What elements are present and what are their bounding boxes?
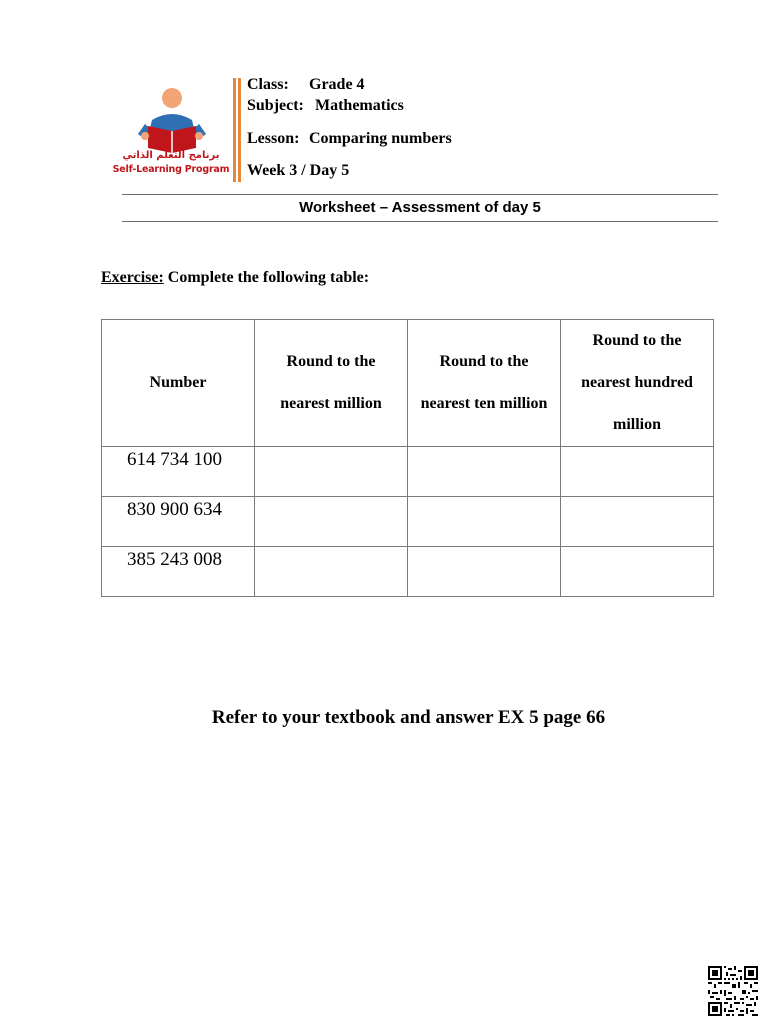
header-line: Round to the: [592, 332, 682, 349]
header-nearest-hundred-million: [561, 320, 714, 447]
week-day: Week 3 / Day 5: [247, 162, 350, 179]
header-line: Round to the: [286, 353, 376, 370]
exercise-instruction: Complete the following table:: [167, 269, 370, 286]
table-row: [102, 497, 714, 547]
header-line: nearest hundred: [581, 374, 693, 391]
class-line: [247, 76, 365, 94]
header-number: [102, 320, 255, 447]
qr-code-icon[interactable]: [708, 966, 758, 1016]
number-cell: 614 734 100: [102, 447, 255, 497]
answer-cell[interactable]: [561, 447, 714, 497]
subject-line: [247, 97, 404, 115]
number-cell: 385 243 008: [102, 547, 255, 597]
header-nearest-million: [255, 320, 408, 447]
answer-cell[interactable]: [255, 447, 408, 497]
subject-value: Mathematics: [315, 97, 404, 114]
number-cell: 830 900 634: [102, 497, 255, 547]
answer-cell[interactable]: [408, 447, 561, 497]
answer-cell[interactable]: [408, 497, 561, 547]
class-label: Class:: [247, 76, 289, 93]
header-line: Round to the: [439, 353, 529, 370]
logo-figure-head: [162, 88, 182, 108]
rounding-table: [101, 319, 714, 597]
answer-cell[interactable]: [561, 497, 714, 547]
lesson-label: Lesson:: [247, 130, 300, 147]
class-value: Grade 4: [309, 76, 365, 93]
header-line: million: [612, 416, 661, 433]
answer-cell[interactable]: [561, 547, 714, 597]
lesson-line: [247, 130, 452, 148]
exercise-line: [101, 269, 369, 287]
header-nearest-ten-million: [408, 320, 561, 447]
table-header-row: [102, 320, 714, 447]
title-rule-bottom: [122, 221, 718, 222]
subject-label: Subject:: [247, 97, 304, 114]
table-row: [102, 447, 714, 497]
logo-english-text: Self-Learning Program: [112, 164, 230, 175]
answer-cell[interactable]: [408, 547, 561, 597]
refer-textbook-instruction: Refer to your textbook and answer EX 5 page 66: [211, 707, 606, 728]
header-line: nearest million: [280, 395, 382, 412]
title-rule-top: [122, 194, 718, 195]
header-line: Number: [149, 374, 207, 391]
accent-bar-left: [233, 78, 236, 182]
logo-arabic-text: برنامج التعلم الذاتي: [122, 150, 220, 161]
answer-cell[interactable]: [255, 497, 408, 547]
header-line: nearest ten million: [420, 395, 548, 412]
answer-cell[interactable]: [255, 547, 408, 597]
accent-bar-right: [238, 78, 241, 182]
exercise-label: Exercise:: [101, 269, 164, 286]
table-row: [102, 547, 714, 597]
worksheet-title: Worksheet – Assessment of day 5: [299, 199, 541, 216]
lesson-value: Comparing numbers: [309, 130, 452, 147]
